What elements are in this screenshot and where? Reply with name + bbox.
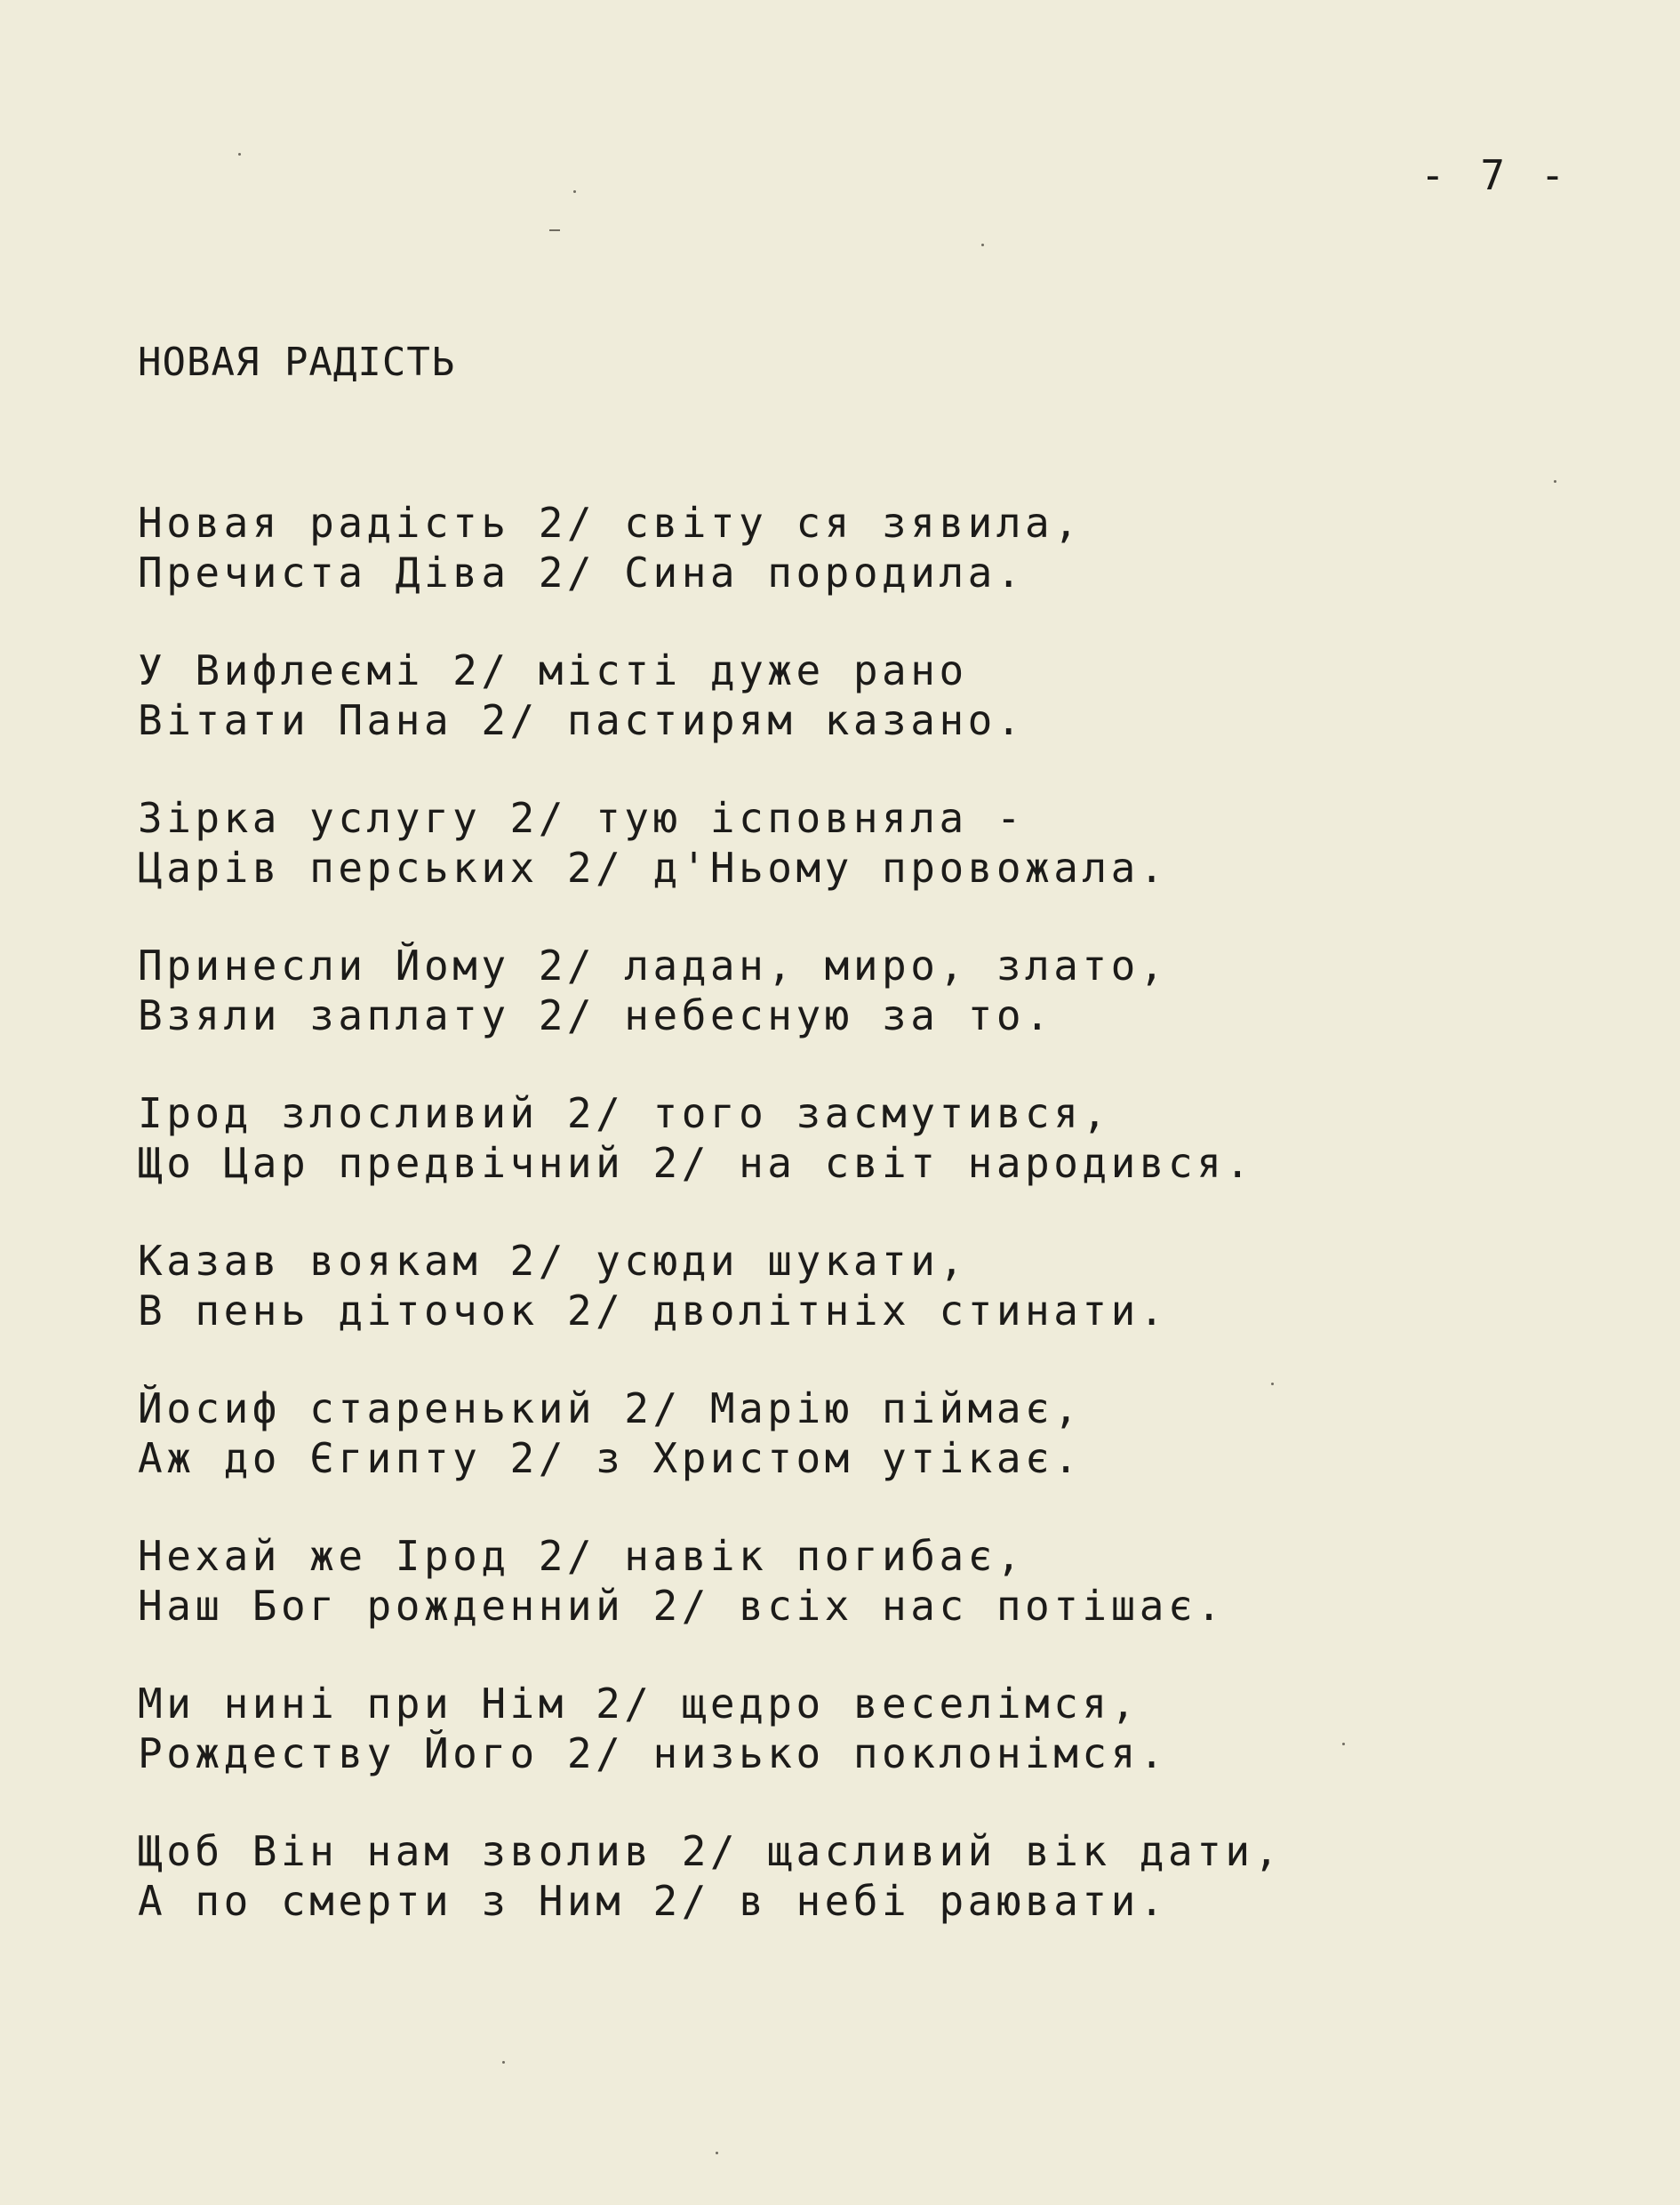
paper-speck xyxy=(1271,1383,1274,1385)
verse-line: Нехай же Ірод 2/ навік погибає, xyxy=(138,1532,1026,1580)
verse-line: Наш Бог рожденний 2/ всіх нас потішає. xyxy=(138,1582,1226,1630)
stanza xyxy=(138,941,1596,1088)
verse-line: Принесли Йому 2/ ладан, миро, злато, xyxy=(138,942,1168,990)
verse-line: Царів перських 2/ д'Ньому провожала. xyxy=(138,844,1168,892)
verse-line: Аж до Єгипту 2/ з Христом утікає. xyxy=(138,1434,1083,1482)
verse-line: Вітати Пана 2/ пастирям казано. xyxy=(138,696,1026,744)
verse-line: Пречиста Діва 2/ Сина породила. xyxy=(138,549,1026,597)
paper-speck xyxy=(549,229,560,231)
stanza xyxy=(138,1531,1596,1679)
stanza xyxy=(138,1236,1596,1383)
verse-line: Що Цар предвічний 2/ на світ народився. xyxy=(138,1139,1254,1187)
verse-line: Йосиф старенький 2/ Марію піймає, xyxy=(138,1384,1083,1432)
verse-line: Ірод злосливий 2/ того засмутився, xyxy=(138,1089,1111,1137)
paper-speck xyxy=(238,153,241,156)
verse-line: Рождеству Його 2/ низько поклонімся. xyxy=(138,1729,1168,1777)
verse-line: В пень діточок 2/ дволітніх стинати. xyxy=(138,1287,1168,1335)
verse-line: Ми нині при Нім 2/ щедро веселімся, xyxy=(138,1680,1140,1728)
verse-line: Щоб Він нам зволив 2/ щасливий вік дати, xyxy=(138,1827,1283,1875)
paper-speck xyxy=(716,2152,718,2154)
verse-line: Новая радість 2/ світу ся зявила, xyxy=(138,499,1083,547)
stanza xyxy=(138,1383,1596,1531)
stanza xyxy=(138,645,1596,793)
paper-speck xyxy=(502,2061,505,2064)
stanza xyxy=(138,498,1596,645)
verse-line: Казав воякам 2/ усюди шукати, xyxy=(138,1237,968,1285)
page-number: - 7 - xyxy=(1420,151,1571,199)
verse-line: У Вифлеємі 2/ місті дуже рано xyxy=(138,646,968,694)
stanza xyxy=(138,1826,1596,1974)
poem-body xyxy=(138,498,1596,1974)
verse-line: А по смерти з Ним 2/ в небі раювати. xyxy=(138,1877,1168,1925)
paper-speck xyxy=(1554,480,1556,483)
poem-title: НОВАЯ РАДІСТЬ xyxy=(138,340,456,385)
stanza xyxy=(138,793,1596,941)
verse-line: Взяли заплату 2/ небесную за то. xyxy=(138,991,1054,1039)
stanza xyxy=(138,1088,1596,1236)
paper-speck xyxy=(1342,1743,1345,1745)
paper-speck xyxy=(981,244,984,246)
stanza xyxy=(138,1679,1596,1826)
verse-line: Зірка услугу 2/ тую ісповняла - xyxy=(138,794,1026,842)
paper-speck xyxy=(573,190,576,193)
